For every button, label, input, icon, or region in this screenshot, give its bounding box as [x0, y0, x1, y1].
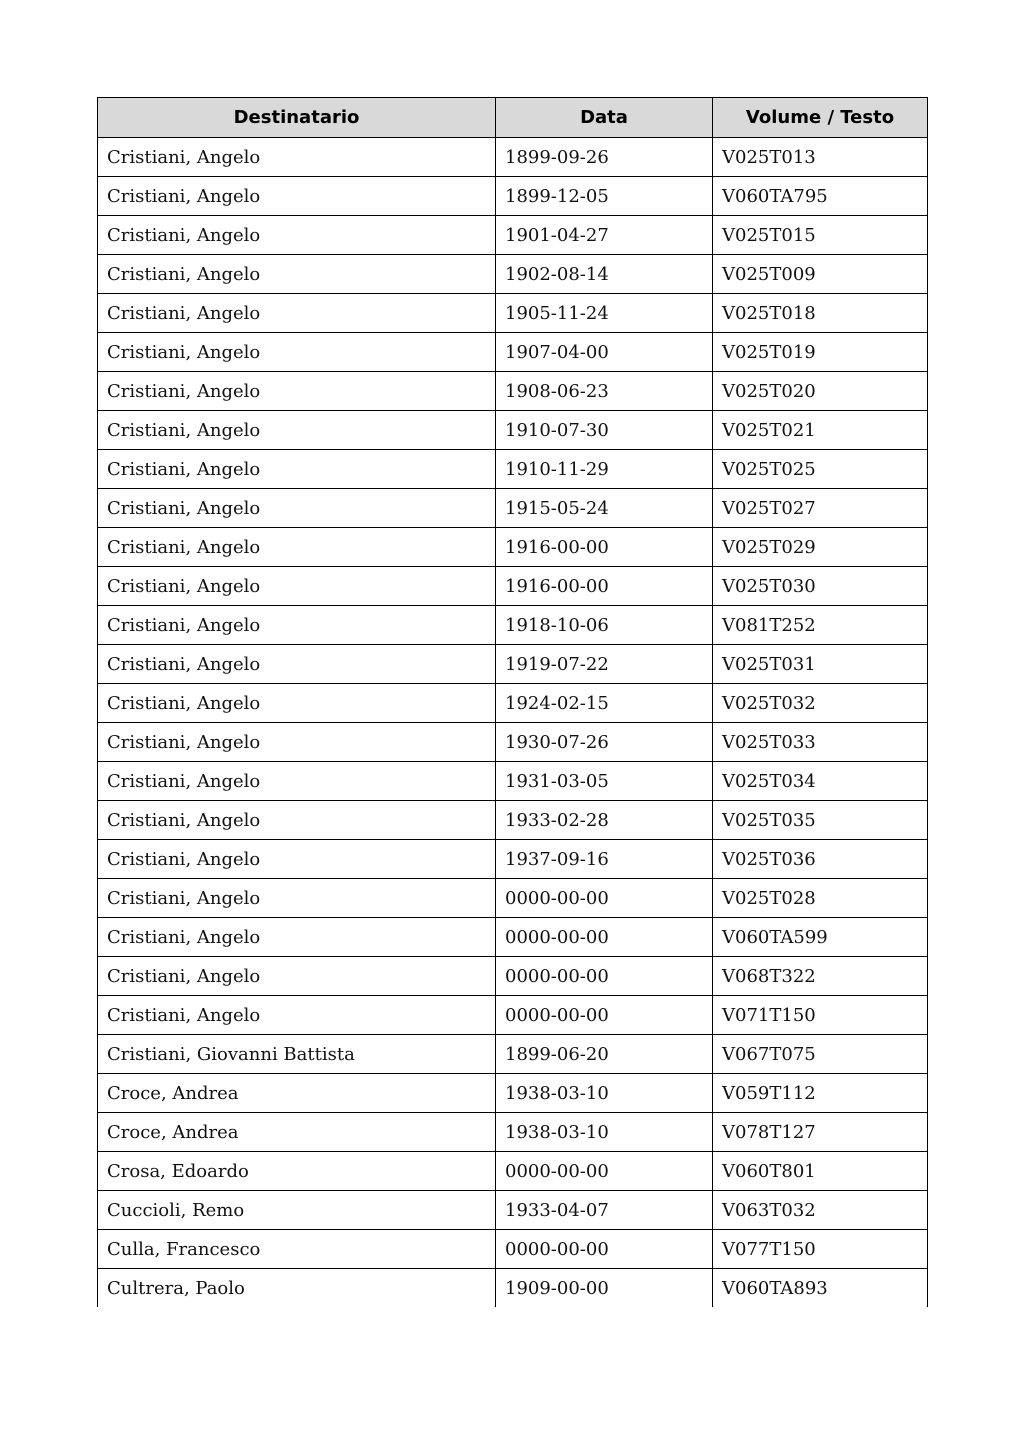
- cell-data: 1918-10-06: [496, 606, 713, 645]
- cell-volume-testo: V025T021: [713, 411, 928, 450]
- cell-volume-testo: V025T020: [713, 372, 928, 411]
- cell-destinatario: Cristiani, Angelo: [98, 372, 496, 411]
- table-row: [98, 567, 928, 606]
- cell-destinatario: Cristiani, Giovanni Battista: [98, 1035, 496, 1074]
- cell-data: 1901-04-27: [496, 216, 713, 255]
- table-row: [98, 528, 928, 567]
- cell-data: 1916-00-00: [496, 567, 713, 606]
- cell-volume-testo: V060TA599: [713, 918, 928, 957]
- table-row: [98, 411, 928, 450]
- cell-data: 0000-00-00: [496, 918, 713, 957]
- cell-destinatario: Cristiani, Angelo: [98, 645, 496, 684]
- table-row: [98, 333, 928, 372]
- cell-destinatario: Cristiani, Angelo: [98, 801, 496, 840]
- cell-data: 1933-04-07: [496, 1191, 713, 1230]
- cell-volume-testo: V025T034: [713, 762, 928, 801]
- cell-destinatario: Crosa, Edoardo: [98, 1152, 496, 1191]
- cell-destinatario: Cristiani, Angelo: [98, 411, 496, 450]
- cell-volume-testo: V025T027: [713, 489, 928, 528]
- cell-destinatario: Cristiani, Angelo: [98, 294, 496, 333]
- cell-data: 1899-06-20: [496, 1035, 713, 1074]
- cell-destinatario: Cristiani, Angelo: [98, 450, 496, 489]
- cell-data: 1937-09-16: [496, 840, 713, 879]
- cell-destinatario: Croce, Andrea: [98, 1074, 496, 1113]
- cell-data: 1915-05-24: [496, 489, 713, 528]
- cell-destinatario: Cuccioli, Remo: [98, 1191, 496, 1230]
- table-row: [98, 762, 928, 801]
- table-row: [98, 606, 928, 645]
- table-body: [98, 138, 928, 1308]
- table-row: [98, 957, 928, 996]
- table-row: [98, 1269, 928, 1308]
- cell-volume-testo: V025T035: [713, 801, 928, 840]
- table-row: [98, 450, 928, 489]
- cell-destinatario: Culla, Francesco: [98, 1230, 496, 1269]
- table-row: [98, 996, 928, 1035]
- cell-destinatario: Cristiani, Angelo: [98, 216, 496, 255]
- table-row: [98, 1191, 928, 1230]
- cell-destinatario: Croce, Andrea: [98, 1113, 496, 1152]
- cell-data: 0000-00-00: [496, 1230, 713, 1269]
- cell-data: 1930-07-26: [496, 723, 713, 762]
- table-row: [98, 216, 928, 255]
- cell-volume-testo: V025T019: [713, 333, 928, 372]
- cell-volume-testo: V025T028: [713, 879, 928, 918]
- cell-volume-testo: V067T075: [713, 1035, 928, 1074]
- cell-destinatario: Cristiani, Angelo: [98, 489, 496, 528]
- cell-destinatario: Cristiani, Angelo: [98, 528, 496, 567]
- cell-volume-testo: V063T032: [713, 1191, 928, 1230]
- cell-volume-testo: V025T030: [713, 567, 928, 606]
- cell-destinatario: Cristiani, Angelo: [98, 840, 496, 879]
- cell-data: 0000-00-00: [496, 879, 713, 918]
- cell-destinatario: Cristiani, Angelo: [98, 177, 496, 216]
- cell-destinatario: Cultrera, Paolo: [98, 1269, 496, 1308]
- table-row: [98, 801, 928, 840]
- table-row: [98, 1113, 928, 1152]
- table-row: [98, 645, 928, 684]
- cell-volume-testo: V081T252: [713, 606, 928, 645]
- cell-data: 1910-11-29: [496, 450, 713, 489]
- table-row: [98, 1035, 928, 1074]
- cell-destinatario: Cristiani, Angelo: [98, 255, 496, 294]
- table-row: [98, 879, 928, 918]
- cell-data: 1908-06-23: [496, 372, 713, 411]
- cell-volume-testo: V025T013: [713, 138, 928, 177]
- header-destinatario: Destinatario: [98, 98, 496, 138]
- header-volume-testo: Volume / Testo: [713, 98, 928, 138]
- cell-data: 1899-09-26: [496, 138, 713, 177]
- cell-data: 1899-12-05: [496, 177, 713, 216]
- cell-volume-testo: V077T150: [713, 1230, 928, 1269]
- cell-volume-testo: V025T032: [713, 684, 928, 723]
- table-row: [98, 255, 928, 294]
- cell-destinatario: Cristiani, Angelo: [98, 996, 496, 1035]
- cell-volume-testo: V025T031: [713, 645, 928, 684]
- cell-volume-testo: V025T029: [713, 528, 928, 567]
- cell-data: 1910-07-30: [496, 411, 713, 450]
- cell-volume-testo: V025T009: [713, 255, 928, 294]
- cell-data: 1902-08-14: [496, 255, 713, 294]
- header-row: [98, 98, 928, 138]
- cell-volume-testo: V025T025: [713, 450, 928, 489]
- cell-volume-testo: V068T322: [713, 957, 928, 996]
- cell-destinatario: Cristiani, Angelo: [98, 762, 496, 801]
- cell-volume-testo: V060TA893: [713, 1269, 928, 1308]
- cell-volume-testo: V025T018: [713, 294, 928, 333]
- cell-destinatario: Cristiani, Angelo: [98, 723, 496, 762]
- table-row: [98, 918, 928, 957]
- cell-data: 0000-00-00: [496, 957, 713, 996]
- table-row: [98, 1230, 928, 1269]
- cell-data: 1933-02-28: [496, 801, 713, 840]
- cell-data: 1924-02-15: [496, 684, 713, 723]
- cell-volume-testo: V025T033: [713, 723, 928, 762]
- cell-data: 0000-00-00: [496, 1152, 713, 1191]
- cell-destinatario: Cristiani, Angelo: [98, 606, 496, 645]
- table-row: [98, 1074, 928, 1113]
- cell-data: 1909-00-00: [496, 1269, 713, 1308]
- letters-table: [97, 97, 928, 1307]
- cell-destinatario: Cristiani, Angelo: [98, 684, 496, 723]
- cell-data: 1931-03-05: [496, 762, 713, 801]
- table-row: [98, 840, 928, 879]
- table-row: [98, 1152, 928, 1191]
- cell-volume-testo: V060TA795: [713, 177, 928, 216]
- table-row: [98, 723, 928, 762]
- cell-data: 0000-00-00: [496, 996, 713, 1035]
- cell-destinatario: Cristiani, Angelo: [98, 918, 496, 957]
- table-row: [98, 684, 928, 723]
- table-row: [98, 294, 928, 333]
- cell-volume-testo: V025T036: [713, 840, 928, 879]
- header-data: Data: [496, 98, 713, 138]
- cell-destinatario: Cristiani, Angelo: [98, 879, 496, 918]
- cell-volume-testo: V071T150: [713, 996, 928, 1035]
- cell-data: 1905-11-24: [496, 294, 713, 333]
- cell-volume-testo: V060T801: [713, 1152, 928, 1191]
- cell-destinatario: Cristiani, Angelo: [98, 138, 496, 177]
- table-row: [98, 138, 928, 177]
- cell-volume-testo: V078T127: [713, 1113, 928, 1152]
- cell-data: 1907-04-00: [496, 333, 713, 372]
- table-row: [98, 372, 928, 411]
- cell-destinatario: Cristiani, Angelo: [98, 567, 496, 606]
- cell-data: 1938-03-10: [496, 1113, 713, 1152]
- cell-destinatario: Cristiani, Angelo: [98, 957, 496, 996]
- cell-data: 1938-03-10: [496, 1074, 713, 1113]
- table-row: [98, 177, 928, 216]
- table-row: [98, 489, 928, 528]
- cell-volume-testo: V025T015: [713, 216, 928, 255]
- cell-destinatario: Cristiani, Angelo: [98, 333, 496, 372]
- cell-data: 1919-07-22: [496, 645, 713, 684]
- table-header: [98, 98, 928, 138]
- cell-volume-testo: V059T112: [713, 1074, 928, 1113]
- cell-data: 1916-00-00: [496, 528, 713, 567]
